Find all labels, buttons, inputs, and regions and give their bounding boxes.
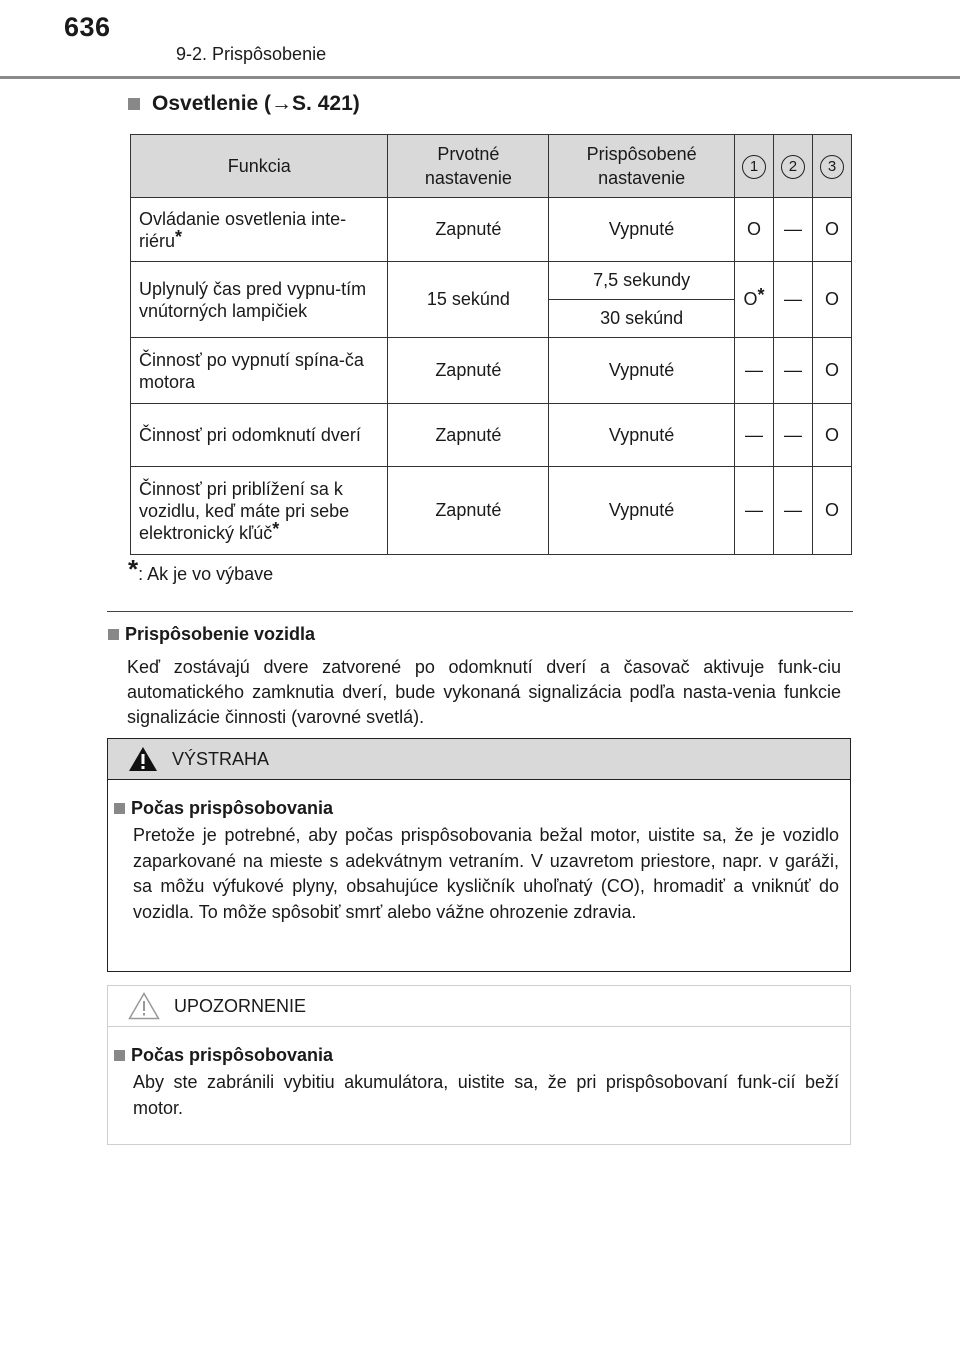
row-col-3: O	[812, 262, 851, 338]
section-title: 9-2. Prispôsobenie	[176, 44, 327, 64]
row-default: Zapnuté	[388, 198, 549, 262]
row-col-1: O	[735, 198, 774, 262]
row-function	[131, 467, 388, 555]
circled-number-1: 1	[742, 155, 766, 179]
caution-subtitle-text: Počas prispôsobovania	[131, 1045, 334, 1065]
row-col-2: —	[773, 404, 812, 467]
table-header-row	[131, 135, 852, 198]
row-function: Činnosť po vypnutí spína-ča motora	[131, 338, 388, 404]
row-default: Zapnuté	[388, 338, 549, 404]
header-col-2	[773, 135, 812, 198]
row-custom: Vypnuté	[549, 404, 735, 467]
footnote-text: : Ak je vo výbave	[138, 564, 274, 584]
row-function: Činnosť pri odomknutí dverí	[131, 404, 388, 467]
row-default: Zapnuté	[388, 404, 549, 467]
warning-body: Pretože je potrebné, aby počas prispôsobovania bežal motor, uistite sa, že je vozidlo zaparkované na mieste s adekvátnym vetraním. V uzavretom priestore, napr. v garáži, sa môžu výfukové plyny, obsahujúce kysličník uhoľnatý (CO), hromadiť a vniknúť do vozidla. To môže spôsobiť smrť alebo vážne ohrozenie zdravia.	[133, 825, 839, 922]
page-number: 636	[64, 12, 111, 42]
caution-box	[107, 985, 851, 1145]
row-function: Uplynulý čas pred vypnu-tím vnútorných lampičiek	[131, 262, 388, 338]
row-col-3: O	[812, 198, 851, 262]
warning-label: VÝSTRAHA	[172, 748, 270, 769]
table-row	[131, 338, 852, 404]
row-custom-option-b: 30 sekúnd	[549, 300, 735, 338]
circled-number-2: 2	[781, 155, 805, 179]
row-col-1: —	[735, 404, 774, 467]
row-col-2: —	[773, 338, 812, 404]
footnote-star: *	[128, 554, 139, 584]
row-default: 15 sekúnd	[388, 262, 549, 338]
square-bullet-icon	[128, 98, 140, 110]
footnote	[128, 554, 274, 585]
header-custom: Prispôsobené nastavenie	[549, 135, 735, 198]
header-default: Prvotné nastavenie	[388, 135, 549, 198]
circled-number-3: 3	[820, 155, 844, 179]
header-col-3	[812, 135, 851, 198]
row-function-text: Ovládanie osvetlenia inte-riéru	[139, 208, 347, 251]
square-bullet-icon	[108, 629, 119, 640]
customization-paragraph: Keď zostávajú dvere zatvorené po odomknutí dverí a časovač aktivuje funk-ciu automatického zamknutia dverí, bude vykonaná signalizácia podľa nasta-venia funkcie signalizácie činnosti (varovné svetlá).	[127, 657, 841, 727]
row-col-3: O	[812, 338, 851, 404]
customization-heading	[108, 624, 315, 645]
row-col-2: —	[773, 262, 812, 338]
row-custom-option-a: 7,5 sekundy	[549, 262, 735, 300]
row-col-2: —	[773, 467, 812, 555]
row-col-1	[735, 262, 774, 338]
caution-label: UPOZORNENIE	[174, 995, 307, 1016]
caution-header	[108, 986, 850, 1027]
square-bullet-icon	[114, 1050, 125, 1061]
warning-header	[108, 739, 850, 780]
section-divider	[107, 611, 853, 612]
lighting-heading-text: Osvetlenie (→S. 421)	[152, 92, 360, 115]
square-bullet-icon	[114, 803, 125, 814]
row-custom: Vypnuté	[549, 467, 735, 555]
row-col-1: —	[735, 467, 774, 555]
header-col-1	[735, 135, 774, 198]
row-default: Zapnuté	[388, 467, 549, 555]
row-custom: Vypnuté	[549, 198, 735, 262]
caution-triangle-outline-icon	[128, 992, 160, 1020]
row-col-3: O	[812, 404, 851, 467]
footnote-star: *	[757, 285, 765, 305]
header-function: Funkcia	[131, 135, 388, 198]
row-col-3: O	[812, 467, 851, 555]
warning-box	[107, 738, 851, 972]
row-function-text: Činnosť pri priblížení sa k vozidlu, keď máte pri sebe elektronický kľúč	[139, 478, 350, 543]
lighting-heading	[128, 92, 360, 116]
warning-subtitle	[114, 798, 850, 819]
table-row	[131, 467, 852, 555]
lighting-settings-table	[130, 134, 852, 555]
caution-body: Aby ste zabránili vybitiu akumulátora, uistite sa, že pri prispôsobovaní funk-cií beží motor.	[133, 1072, 839, 1118]
row-col-2: —	[773, 198, 812, 262]
row-col-1-text: O	[743, 289, 758, 309]
row-custom: Vypnuté	[549, 338, 735, 404]
customization-heading-text: Prispôsobenie vozidla	[125, 624, 316, 644]
caution-subtitle	[114, 1045, 850, 1066]
row-col-1: —	[735, 338, 774, 404]
row-function	[131, 198, 388, 262]
footnote-star: *	[272, 518, 280, 539]
warning-triangle-icon	[128, 746, 158, 772]
table-row	[131, 262, 852, 300]
header-rule	[0, 76, 960, 79]
table-row	[131, 404, 852, 467]
warning-subtitle-text: Počas prispôsobovania	[131, 798, 334, 818]
footnote-star: *	[175, 226, 183, 247]
table-row	[131, 198, 852, 262]
